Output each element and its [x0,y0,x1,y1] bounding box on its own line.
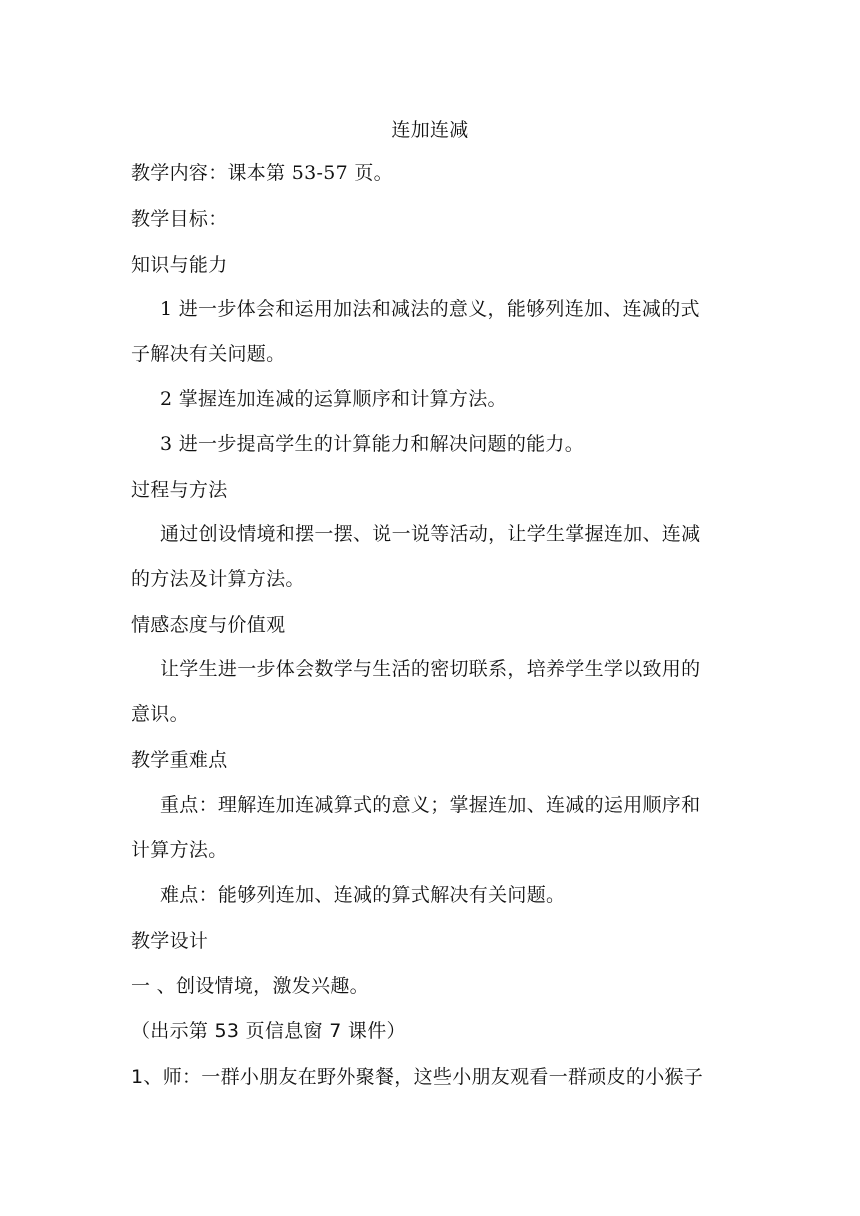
objective-1-line-1: 1 进一步体会和运用加法和减法的意义，能够列连加、连减的式 [160,298,700,320]
courseware-note-line: （出示第 53 页信息窗 7 课件） [131,1020,406,1042]
emotion-values-heading: 情感态度与价值观 [131,614,286,636]
key-points-heading: 教学重难点 [131,749,228,771]
difficult-point-line: 难点：能够列连加、连减的算式解决有关问题。 [160,884,566,906]
objective-3-line: 3 进一步提高学生的计算能力和解决问题的能力。 [160,433,585,455]
key-point-line-2: 计算方法。 [131,839,228,861]
objective-1-line-2: 子解决有关问题。 [131,343,286,365]
key-point-line-1: 重点：理解连加连减算式的意义；掌握连加、连减的运用顺序和 [160,794,701,816]
emotion-values-line-2: 意识。 [131,703,189,725]
knowledge-ability-heading: 知识与能力 [131,254,228,276]
process-method-line-1: 通过创设情境和摆一摆、说一说等活动，让学生掌握连加、连减 [160,523,701,545]
objective-2-line: 2 掌握连加连减的运算顺序和计算方法。 [160,388,507,410]
process-method-heading: 过程与方法 [131,479,228,501]
teaching-content-line: 教学内容：课本第 53-57 页。 [131,162,393,184]
teacher-line: 1、师：一群小朋友在野外聚餐，这些小朋友观看一群顽皮的小猴子 [131,1066,704,1088]
document-title: 连加连减 [391,119,469,141]
process-method-line-2: 的方法及计算方法。 [131,568,305,590]
section-one-heading: 一 、创设情境，激发兴趣。 [131,975,369,997]
teaching-objectives-heading: 教学目标： [131,208,228,230]
teaching-design-heading: 教学设计 [131,930,209,952]
emotion-values-line-1: 让学生进一步体会数学与生活的密切联系，培养学生学以致用的 [160,658,701,680]
